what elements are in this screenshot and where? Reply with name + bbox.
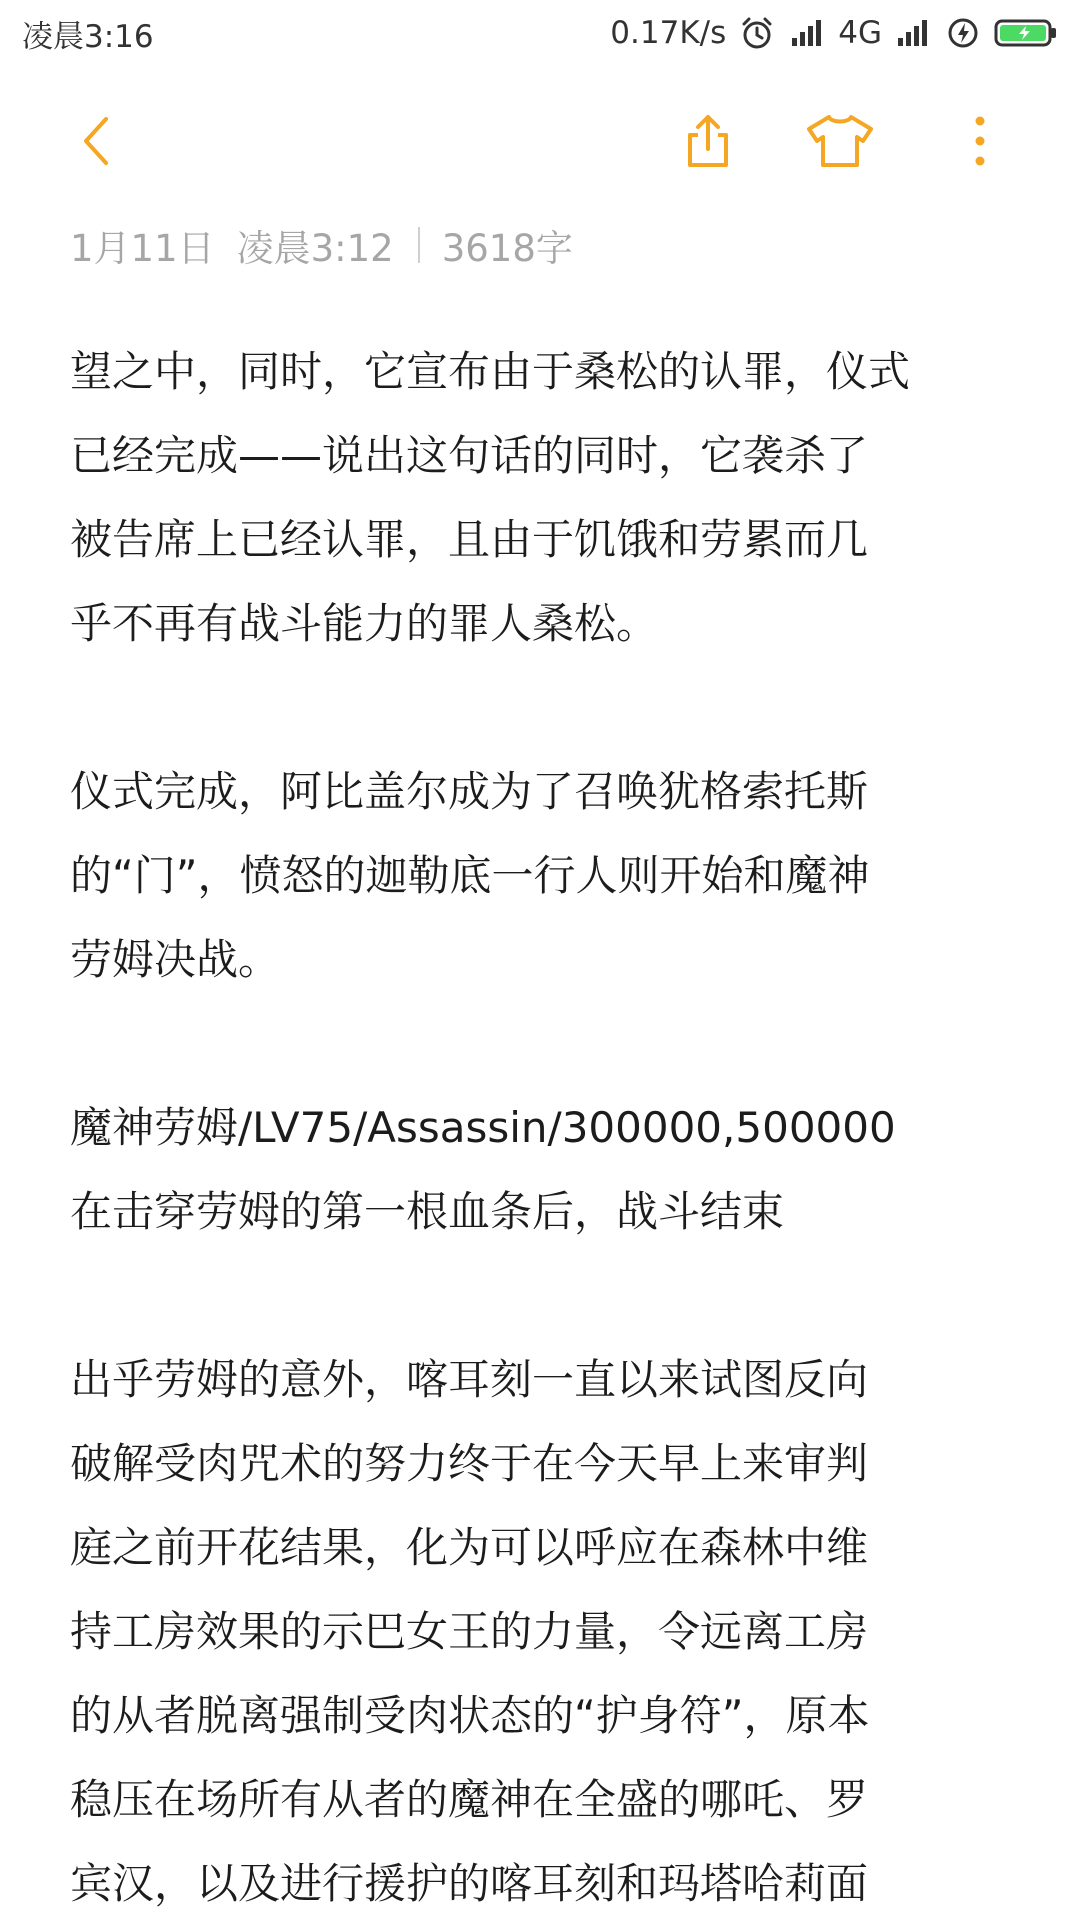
text-line: 破解受肉咒术的努力终于在今天早上来审判 (70, 1439, 869, 1488)
note-meta (70, 215, 573, 275)
status-bar (0, 0, 1080, 66)
theme-shirt-icon (805, 111, 875, 171)
signal-icon (894, 16, 932, 50)
signal-icon (788, 16, 826, 50)
text-line: 的从者脱离强制受肉状态的“护身符”，原本 (70, 1691, 870, 1740)
note-content[interactable] (70, 330, 1020, 1926)
more-icon (950, 111, 1010, 171)
text-line: 庭之前开花结果，化为可以呼应在森林中维 (70, 1523, 869, 1572)
network-speed: 0.17K/s (610, 15, 727, 51)
text-line: 魔神劳姆/LV75/Assassin/300000,500000 (70, 1103, 896, 1152)
text-line: 稳压在场所有从者的魔神在全盛的哪吒、罗 (70, 1775, 869, 1824)
theme-button[interactable] (800, 96, 880, 186)
text-line: 劳姆决战。 (70, 935, 281, 984)
share-icon (678, 111, 738, 171)
text-line: 的“门”，愤怒的迦勒底一行人则开始和魔神 (70, 851, 870, 900)
share-button[interactable] (668, 96, 748, 186)
note-date: 1月11日 (70, 227, 215, 270)
text-line: 乎不再有战斗能力的罪人桑松。 (70, 599, 659, 648)
text-line: 被告席上已经认罪，且由于饥饿和劳累而几 (70, 515, 869, 564)
text-line: 出乎劳姆的意外，喀耳刻一直以来试图反向 (70, 1355, 869, 1404)
text-line: 仪式完成，阿比盖尔成为了召唤犹格索托斯 (70, 767, 869, 816)
battery-icon (994, 16, 1058, 50)
more-button[interactable] (940, 96, 1020, 186)
paragraph (70, 750, 1020, 1002)
paragraph (70, 1338, 1020, 1926)
paragraph (70, 330, 1020, 666)
note-time: 凌晨3:12 (236, 227, 394, 270)
toolbar (0, 96, 1080, 186)
text-line: 望之中，同时，它宣布由于桑松的认罪，仪式 (70, 347, 911, 396)
network-type: 4G (838, 15, 882, 51)
text-line: 宾汉，以及进行援护的喀耳刻和玛塔哈莉面 (70, 1859, 869, 1908)
meta-divider (418, 227, 420, 263)
charging-icon (944, 16, 982, 50)
status-time: 凌晨3:16 (22, 18, 154, 55)
word-count: 3618字 (441, 227, 573, 270)
paragraph (70, 1086, 1020, 1254)
alarm-icon (738, 16, 776, 50)
back-icon (68, 111, 128, 171)
text-line: 在击穿劳姆的第一根血条后，战斗结束 (70, 1187, 785, 1236)
back-button[interactable] (58, 96, 138, 186)
text-line: 持工房效果的示巴女王的力量，令远离工房 (70, 1607, 869, 1656)
text-line: 已经完成——说出这句话的同时，它袭杀了 (70, 431, 869, 480)
